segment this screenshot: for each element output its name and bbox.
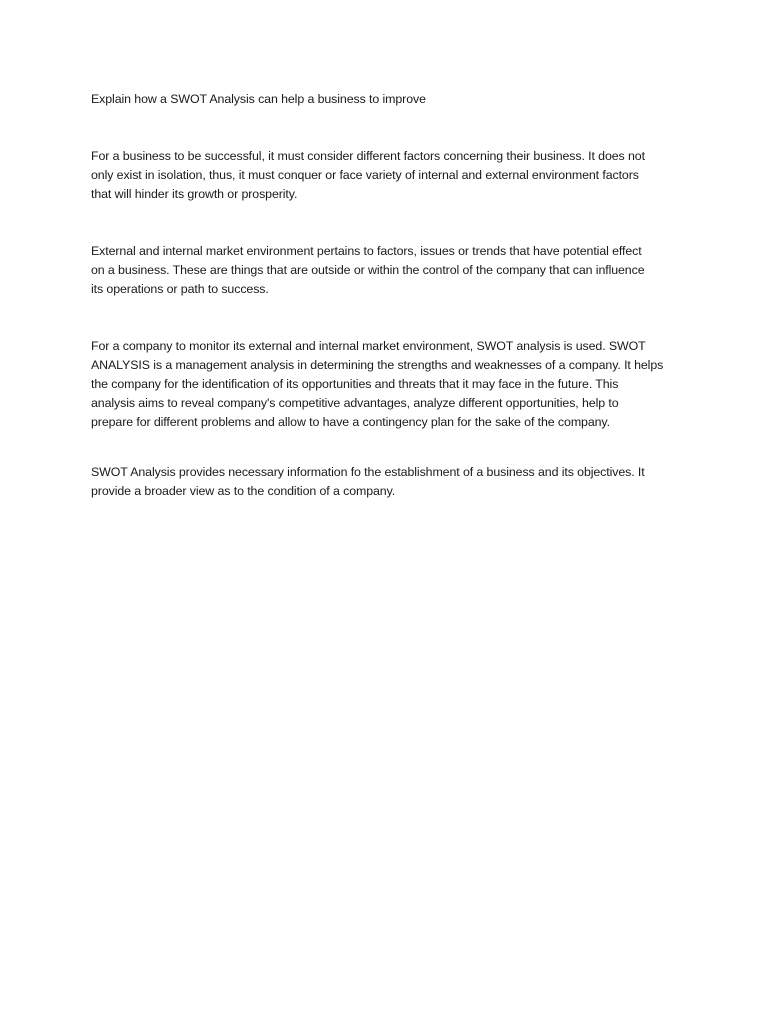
- paragraph-3: For a company to monitor its external and internal market environment, SWOT analysis is used. SWOT ANALYSIS is a management analysis in determining the strengths and weaknesses of a company. It helps the company for the identification of its opportunities and threats that it may face in the future. This analysis aims to reveal company's competitive advantages, analyze different opportunities, help to prepare for different problems and allow to have a contingency plan for the sake of the company.: [91, 339, 664, 429]
- paragraph-1: For a business to be successful, it must consider different factors concerning their business. It does not only exist in isolation, thus, it must conquer or face variety of internal and external environment factors that will hinder its growth or prosperity.: [91, 149, 645, 201]
- paragraph-4: SWOT Analysis provides necessary information fo the establishment of a business and its objectives. It provide a broader view as to the condition of a company.: [91, 465, 645, 498]
- paragraph-2: External and internal market environment pertains to factors, issues or trends that have potential effect on a business. These are things that are outside or within the control of the company that can influence its operations or path to success.: [91, 244, 645, 296]
- document-title: Explain how a SWOT Analysis can help a business to improve: [91, 92, 426, 106]
